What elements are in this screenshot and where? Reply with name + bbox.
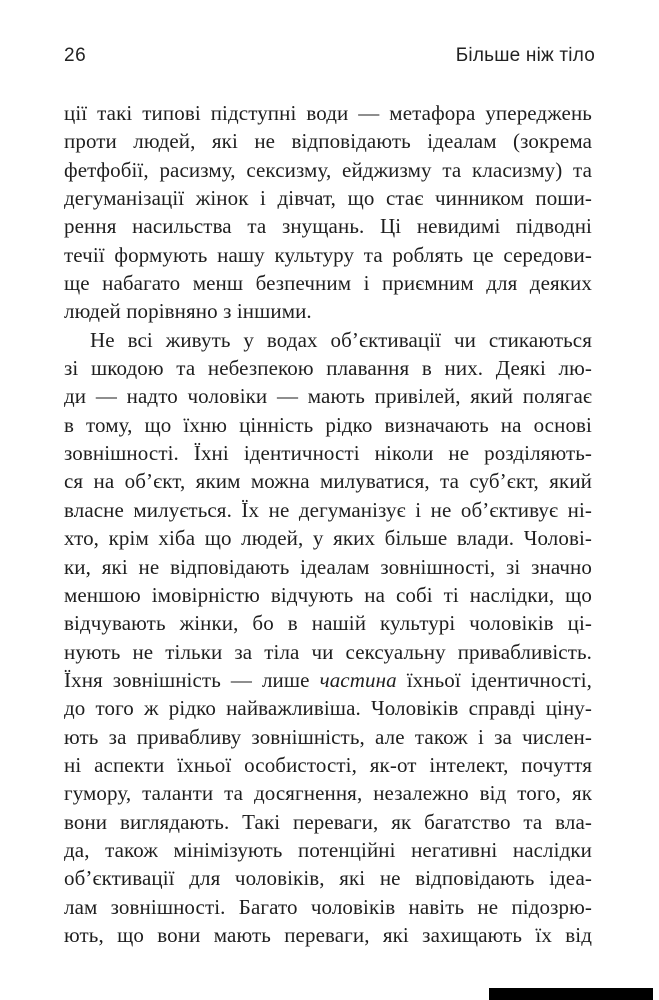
text-line [64,354,592,382]
text-line [64,638,592,666]
text-segment: гумору, таланти та досягнення, незалежно від того, як [64,781,592,806]
text-line [64,581,592,609]
text-segment: Їхня зовнішність — лише [64,667,320,692]
text-line [64,808,592,836]
text-line [64,496,592,524]
text-segment: до того ж рідко найважливіша. Чоловіків справді ціну- [64,696,592,721]
text-line [64,269,592,297]
text-segment: ся на об’єкт, яким можна милуватися, та суб’єкт, який [64,469,592,494]
text-segment: їхньої ідентичності, [396,667,592,692]
text-line [64,382,592,410]
text-segment: дегуманізації жінок і дівчат, що стає чинником поши- [64,186,592,211]
bottom-black-bar [489,988,653,1000]
text-line [64,212,592,240]
text-segment: ють за привабливу зовнішність, але також і за числен- [64,724,592,749]
text-line [64,524,592,552]
italic-word: частина [319,667,397,692]
text-line [64,99,592,127]
text-line [64,723,592,751]
text-line [64,609,592,637]
text-line [64,326,592,354]
text-segment: в тому, що їхню цінність рідко визначають на основі [64,412,592,437]
text-line [64,467,592,495]
text-segment: ще набагато менш безпечним і приємним для деяких [64,271,592,296]
text-segment: відчувають жінки, бо в нашій культурі чоловіків ці- [64,611,592,636]
text-segment: хто, крім хіба що людей, у яких більше влади. Чолові- [64,526,592,551]
text-segment: людей порівняно з іншими. [64,299,312,324]
text-line [64,127,592,155]
text-line [64,779,592,807]
text-segment: лам зовнішності. Багато чоловіків навіть не підозрю- [64,894,592,919]
page-number: 26 [64,45,87,66]
text-segment: проти людей, які не відповідають ідеалам (зокрема [64,129,592,154]
text-segment: вони виглядають. Такі переваги, як багатство та вла- [64,809,592,834]
text-segment: ють, що вони мають переваги, які захищають їх від [64,922,592,947]
text-segment: да, також мінімізують потенційні негативні наслідки [64,837,592,862]
book-title: Більше ніж тіло [455,45,595,66]
text-segment: рення насильства та знущань. Ці невидимі підводні [64,214,592,239]
text-line [64,694,592,722]
text-line [64,241,592,269]
text-segment: ки, які не відповідають ідеалам зовнішності, зі значно [64,554,592,579]
text-line [64,411,592,439]
text-segment: зі шкодою та небезпекою плавання в них. Деякі лю- [64,356,592,381]
text-segment: течії формують нашу культуру та роблять це середови- [64,242,592,267]
text-segment: фетфобії, расизму, сексизму, ейджизму та класизму) та [64,157,592,182]
body-text [64,99,592,949]
text-line [64,156,592,184]
text-line [64,439,592,467]
text-line [64,864,592,892]
text-segment: Не всі живуть у водах об’єктивації чи стикаються [90,327,592,352]
text-segment: ні аспекти їхньої особистості, як-от інтелект, почуття [64,752,592,777]
text-segment: меншою імовірністю відчують на собі ті наслідки, що [64,582,592,607]
text-line [64,751,592,779]
text-segment: ції такі типові підступні води — метафора упереджень [64,101,592,125]
text-segment: нують не тільки за тіла чи сексуальну привабливість. [64,639,592,664]
text-segment: зовнішності. Їхні ідентичності ніколи не розділяють- [64,441,592,466]
text-line [64,921,592,949]
text-line [64,666,592,694]
text-line [64,893,592,921]
text-line [64,184,592,212]
text-line [64,297,592,325]
text-segment: власне милується. Їх не дегуманізує і не об’єктивує ні- [64,497,592,522]
text-line [64,553,592,581]
text-segment: об’єктивації для чоловіків, які не відповідають ідеа- [64,866,592,891]
text-segment: ди — надто чоловіки — мають привілей, який полягає [64,384,592,409]
page-header [64,45,595,66]
text-line [64,836,592,864]
